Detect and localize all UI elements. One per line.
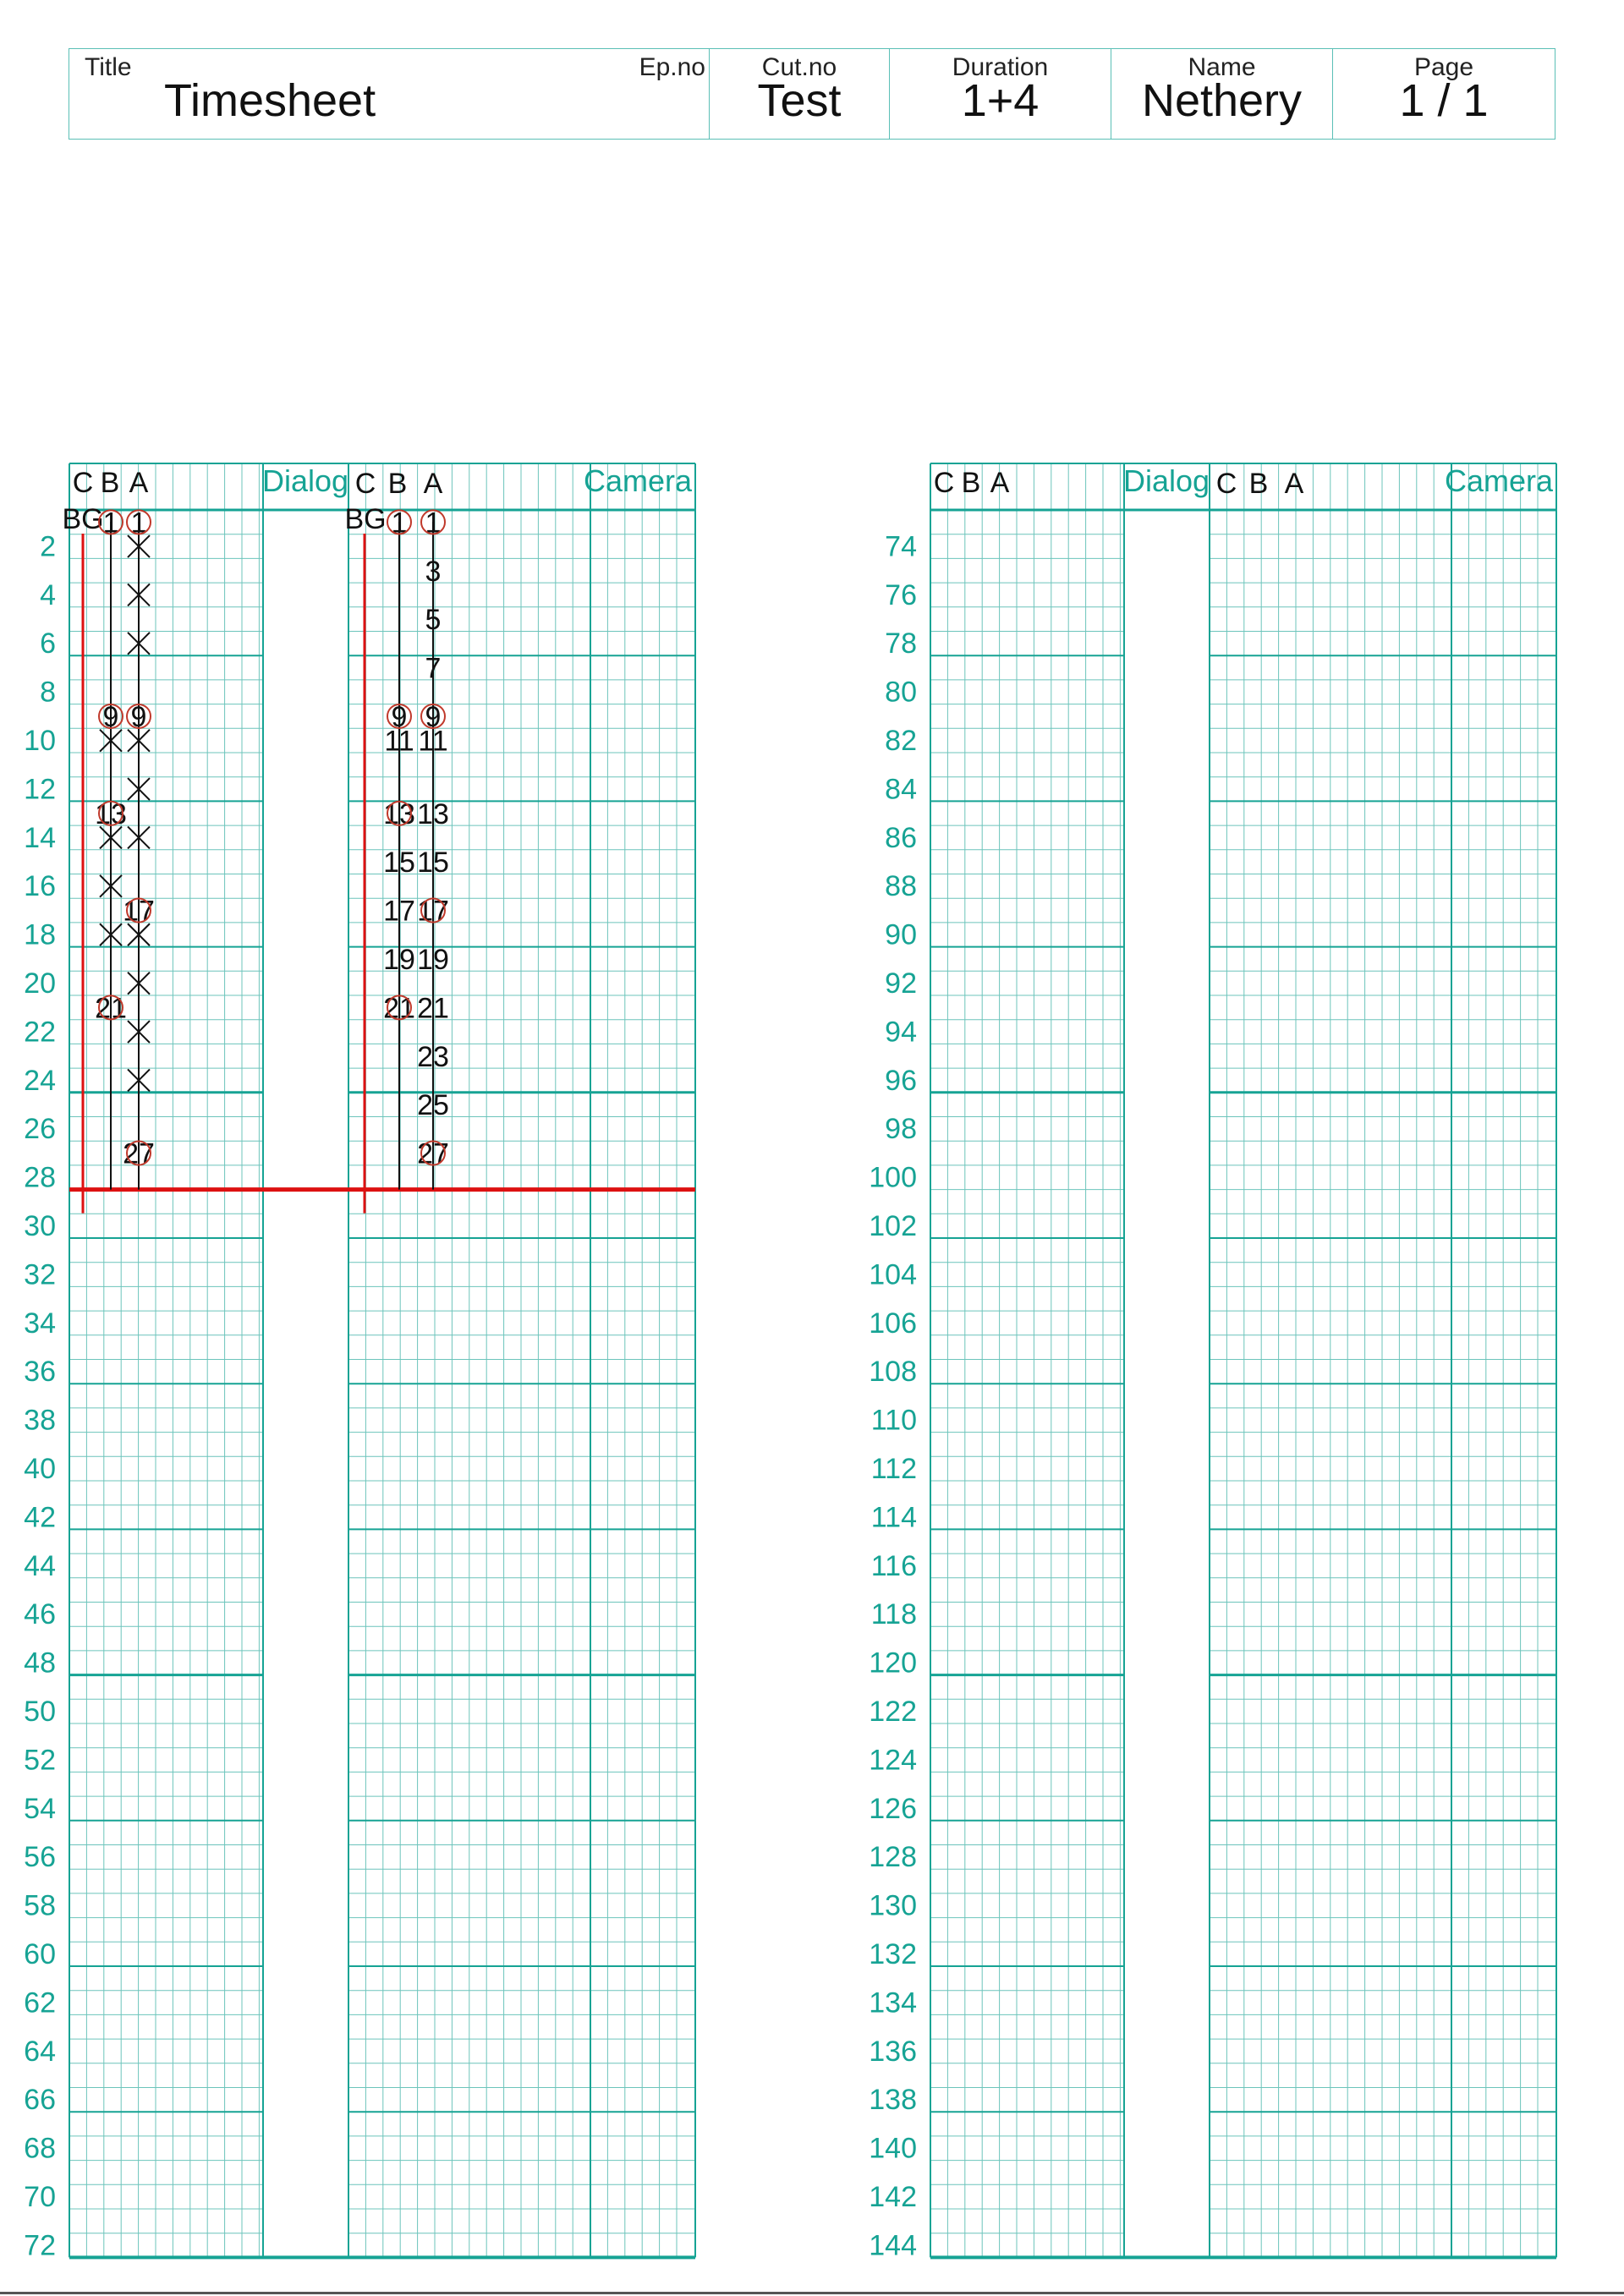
frame-number: 80 bbox=[885, 676, 917, 709]
bg-label: BG bbox=[62, 503, 104, 535]
camera-column-header: Camera bbox=[1444, 463, 1554, 498]
camera-b-cell-value: 15 bbox=[383, 847, 415, 879]
camera-a-cell-value: 3 bbox=[425, 555, 442, 588]
bg-label: BG bbox=[344, 503, 387, 535]
frame-number: 68 bbox=[24, 2132, 56, 2165]
frame-number: 42 bbox=[24, 1501, 56, 1534]
frame-number: 12 bbox=[24, 773, 56, 806]
camera-a-cell-value: 11 bbox=[418, 725, 448, 758]
dialog-column-header: Dialog bbox=[261, 463, 349, 498]
title-value: Timesheet bbox=[164, 75, 376, 126]
frame-number: 78 bbox=[885, 627, 917, 660]
action-b-cell-value: 21 bbox=[95, 992, 127, 1025]
frame-number: 108 bbox=[869, 1356, 917, 1389]
camera-b-cell-value: 9 bbox=[391, 700, 408, 733]
frame-number: 44 bbox=[24, 1549, 56, 1582]
action-b-cell-value: 9 bbox=[102, 700, 119, 733]
camera-column-header: Camera bbox=[583, 463, 693, 498]
frame-number: 2 bbox=[40, 530, 56, 563]
camera-b-cell-value: 17 bbox=[383, 895, 415, 928]
frame-number: 66 bbox=[24, 2084, 56, 2117]
frame-number: 130 bbox=[869, 1889, 917, 1922]
frame-number: 62 bbox=[24, 1986, 56, 2019]
action-a-cell-value: 9 bbox=[130, 700, 147, 733]
camera-a-cell-value: 15 bbox=[417, 847, 449, 879]
action-b-cell-value: 13 bbox=[95, 797, 127, 830]
frame-number: 122 bbox=[869, 1696, 917, 1728]
dialog-column-header: Dialog bbox=[1122, 463, 1210, 498]
frame-number: 40 bbox=[24, 1453, 56, 1485]
frame-number: 140 bbox=[869, 2132, 917, 2165]
page-label: Page bbox=[1413, 53, 1474, 81]
action-a-cell-value: 17 bbox=[123, 895, 155, 928]
frame-number: 106 bbox=[869, 1307, 917, 1340]
epno-label: Ep.no bbox=[639, 53, 705, 81]
camera-a-cell-value: 13 bbox=[417, 797, 449, 830]
frame-number: 126 bbox=[869, 1792, 917, 1825]
frame-number: 118 bbox=[870, 1598, 917, 1631]
frame-number: 52 bbox=[24, 1744, 56, 1777]
camera-a-cell-value: 27 bbox=[417, 1137, 449, 1170]
frame-number: 110 bbox=[870, 1404, 917, 1437]
frame-number: 28 bbox=[24, 1161, 56, 1194]
frame-number: 70 bbox=[24, 2181, 56, 2213]
frame-number: 18 bbox=[24, 918, 56, 951]
action-a-cell-value: 27 bbox=[123, 1137, 155, 1170]
frame-number: 102 bbox=[869, 1210, 917, 1242]
frame-number: 134 bbox=[869, 1986, 917, 2019]
camera-b-cell-value: 11 bbox=[384, 725, 414, 758]
bottom-rule bbox=[0, 2292, 1624, 2294]
frame-number: 96 bbox=[885, 1064, 917, 1097]
camera-b-cell-value: 19 bbox=[383, 943, 415, 976]
layer-header-c: C bbox=[933, 467, 955, 499]
camera-a-cell-value: 19 bbox=[417, 943, 449, 976]
frame-number: 50 bbox=[24, 1696, 56, 1728]
frame-number: 82 bbox=[885, 725, 917, 757]
frame-number: 58 bbox=[24, 1889, 56, 1922]
frame-number: 100 bbox=[869, 1161, 917, 1194]
frame-number: 20 bbox=[24, 967, 56, 1000]
frame-number: 128 bbox=[869, 1841, 917, 1874]
frame-number: 34 bbox=[24, 1307, 56, 1340]
frame-number: 8 bbox=[40, 676, 56, 709]
frame-number: 26 bbox=[24, 1113, 56, 1146]
frame-number: 112 bbox=[870, 1453, 917, 1485]
action-b-cell-value: 1 bbox=[102, 507, 119, 540]
camera-a-cell-value: 21 bbox=[417, 992, 449, 1025]
camera-a-cell-value: 25 bbox=[417, 1089, 449, 1122]
frame-number: 84 bbox=[885, 773, 917, 806]
camera-a-cell-value: 9 bbox=[425, 700, 442, 733]
duration-value: 1+4 bbox=[961, 75, 1040, 126]
frame-number: 92 bbox=[885, 967, 917, 1000]
frame-number: 38 bbox=[24, 1404, 56, 1437]
layer-header-a: A bbox=[1284, 468, 1304, 500]
frame-number: 72 bbox=[24, 2229, 56, 2262]
camera-a-cell-value: 5 bbox=[425, 604, 442, 637]
frame-number: 14 bbox=[24, 821, 56, 854]
cutno-label: Cut.no bbox=[761, 53, 837, 81]
camera-b-cell-value: 1 bbox=[391, 507, 408, 540]
layer-header-a: A bbox=[129, 467, 149, 499]
frame-number: 64 bbox=[24, 2035, 56, 2068]
layer-header-a: A bbox=[423, 468, 443, 500]
frame-number: 4 bbox=[40, 578, 56, 611]
action-a-cell-value: 1 bbox=[130, 507, 147, 540]
frame-number: 90 bbox=[885, 918, 917, 951]
camera-b-cell-value: 13 bbox=[383, 797, 415, 830]
frame-number: 30 bbox=[24, 1210, 56, 1242]
layer-header-c: C bbox=[1215, 468, 1237, 500]
frame-number: 144 bbox=[869, 2229, 917, 2262]
frame-number: 76 bbox=[885, 578, 917, 611]
layer-header-b: B bbox=[100, 467, 120, 499]
duration-label: Duration bbox=[952, 53, 1049, 81]
frame-number: 36 bbox=[24, 1356, 56, 1389]
frame-number: 94 bbox=[885, 1016, 917, 1049]
layer-header-c: C bbox=[354, 468, 376, 500]
frame-number: 124 bbox=[869, 1744, 917, 1777]
frame-number: 116 bbox=[870, 1549, 917, 1582]
camera-a-cell-value: 7 bbox=[425, 652, 442, 685]
title-label: Title bbox=[85, 53, 132, 81]
camera-a-cell-value: 1 bbox=[425, 507, 442, 540]
layer-header-a: A bbox=[990, 467, 1010, 499]
frame-number: 6 bbox=[40, 627, 56, 660]
frame-number: 48 bbox=[24, 1647, 56, 1680]
frame-number: 138 bbox=[869, 2084, 917, 2117]
frame-number: 98 bbox=[885, 1113, 917, 1146]
frame-number: 114 bbox=[870, 1501, 917, 1534]
frame-number: 60 bbox=[24, 1938, 56, 1970]
camera-a-cell-value: 17 bbox=[417, 895, 449, 928]
cutno-value: Test bbox=[757, 75, 842, 126]
layer-header-b: B bbox=[387, 468, 408, 500]
frame-number: 32 bbox=[24, 1258, 56, 1291]
frame-number: 10 bbox=[24, 725, 56, 757]
name-value: Nethery bbox=[1141, 75, 1303, 126]
frame-number: 22 bbox=[24, 1016, 56, 1049]
frame-number: 142 bbox=[869, 2181, 917, 2213]
frame-number: 120 bbox=[869, 1647, 917, 1680]
layer-header-c: C bbox=[72, 467, 94, 499]
frame-number: 86 bbox=[885, 821, 917, 854]
frame-number: 56 bbox=[24, 1841, 56, 1874]
frame-number: 136 bbox=[869, 2035, 917, 2068]
camera-a-cell-value: 23 bbox=[417, 1040, 449, 1073]
frame-number: 74 bbox=[885, 530, 917, 563]
frame-number: 132 bbox=[869, 1938, 917, 1970]
frame-number: 16 bbox=[24, 870, 56, 903]
layer-header-b: B bbox=[961, 467, 981, 499]
name-label: Name bbox=[1188, 53, 1256, 81]
frame-number: 24 bbox=[24, 1064, 56, 1097]
camera-b-cell-value: 21 bbox=[383, 992, 415, 1025]
frame-number: 88 bbox=[885, 870, 917, 903]
frame-number: 46 bbox=[24, 1598, 56, 1631]
layer-header-b: B bbox=[1248, 468, 1269, 500]
frame-number: 54 bbox=[24, 1792, 56, 1825]
page-value: 1 / 1 bbox=[1399, 75, 1489, 126]
frame-number: 104 bbox=[869, 1258, 917, 1291]
